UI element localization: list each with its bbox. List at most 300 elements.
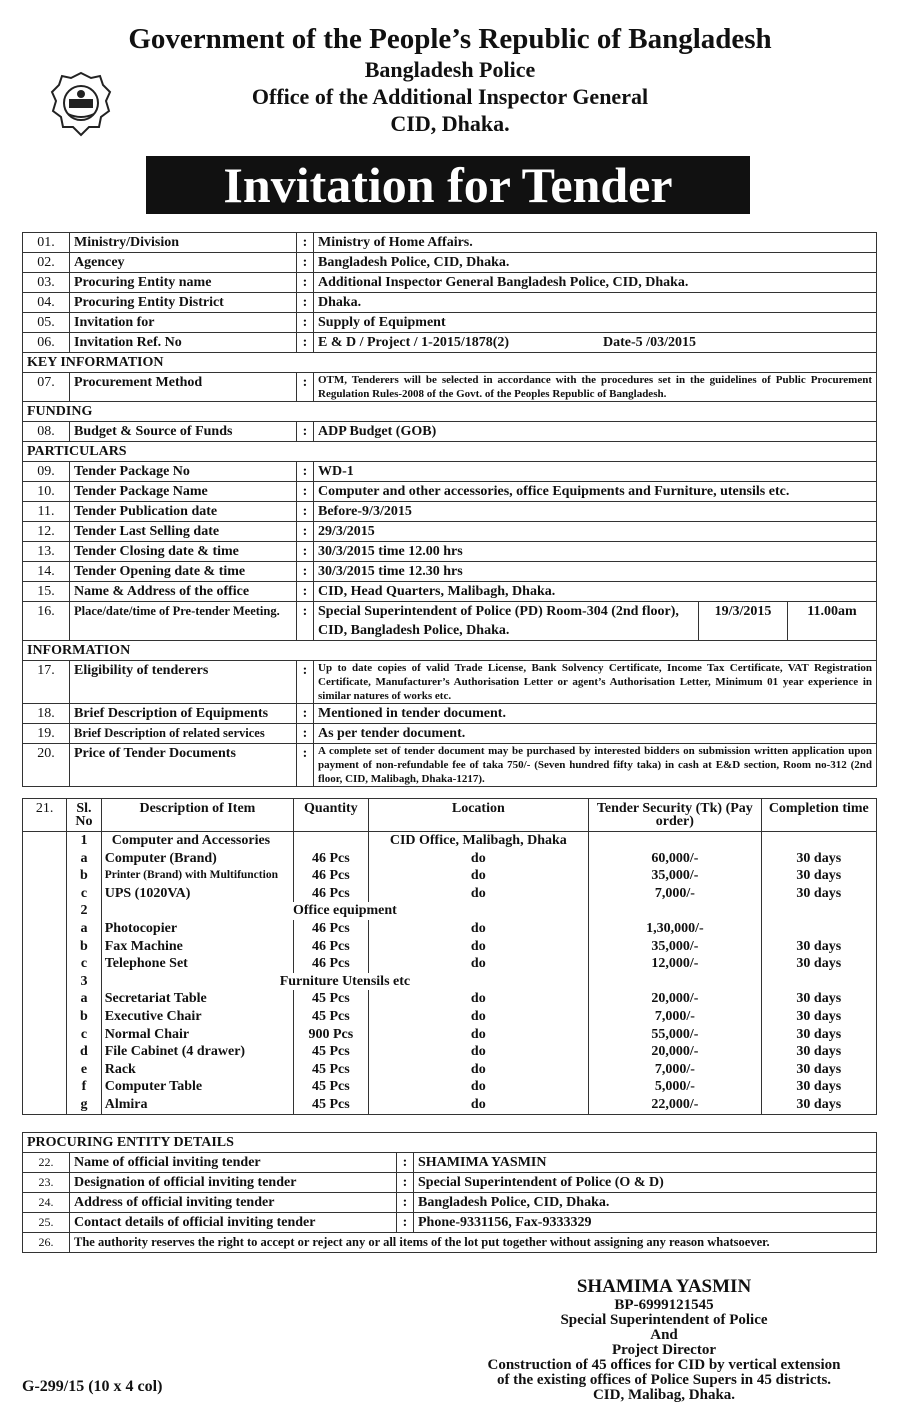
item-location: do bbox=[368, 867, 589, 885]
item-quantity: 45 Pcs bbox=[294, 1008, 368, 1026]
item-time: 30 days bbox=[761, 1043, 876, 1061]
section-heading: INFORMATION bbox=[23, 641, 877, 661]
item-row bbox=[23, 867, 877, 885]
item-description: Normal Chair bbox=[101, 1026, 293, 1044]
section-row bbox=[23, 641, 877, 661]
description-header: Description of Item bbox=[101, 799, 293, 832]
item-quantity: 45 Pcs bbox=[294, 1043, 368, 1061]
colon: : bbox=[397, 1213, 414, 1233]
signatory-place: CID, Malibag, Dhaka. bbox=[592, 1387, 736, 1403]
row-value-text: ADP Budget (GOB) bbox=[318, 424, 437, 439]
city-title: CID, Dhaka. bbox=[390, 111, 510, 136]
entity-row bbox=[23, 1213, 877, 1233]
row-number-blank bbox=[23, 938, 67, 956]
item-description: UPS (1020VA) bbox=[101, 885, 293, 903]
item-sl: d bbox=[67, 1043, 102, 1061]
entity-row bbox=[23, 1173, 877, 1193]
signatory-designation-2: Project Director bbox=[612, 1342, 716, 1358]
item-row bbox=[23, 902, 877, 920]
item-time: 30 days bbox=[761, 1026, 876, 1044]
info-row bbox=[23, 704, 877, 724]
row-number: 05. bbox=[23, 313, 70, 333]
item-row bbox=[23, 885, 877, 903]
item-security: 55,000/- bbox=[589, 1026, 761, 1044]
row-value bbox=[314, 333, 877, 353]
item-location: do bbox=[368, 990, 589, 1008]
row-number: 01. bbox=[23, 233, 70, 253]
items-header-row bbox=[23, 799, 877, 832]
colon: : bbox=[297, 724, 314, 744]
row-value bbox=[314, 253, 877, 273]
item-time: 30 days bbox=[761, 955, 876, 973]
row-number: 19. bbox=[23, 724, 70, 744]
row-value bbox=[314, 462, 877, 482]
item-security bbox=[589, 973, 761, 991]
row-value bbox=[314, 724, 877, 744]
row-value-text: Computer and other accessories, office Equipments and Furniture, utensils etc. bbox=[318, 484, 790, 499]
item-quantity: 46 Pcs bbox=[294, 955, 368, 973]
item-sl: a bbox=[67, 990, 102, 1008]
info-row bbox=[23, 333, 877, 353]
info-row bbox=[23, 373, 877, 402]
office-title: Office of the Additional Inspector General bbox=[251, 84, 649, 109]
item-quantity: 45 Pcs bbox=[294, 990, 368, 1008]
item-security: 7,000/- bbox=[589, 1008, 761, 1026]
item-sl: g bbox=[67, 1096, 102, 1114]
row-value bbox=[314, 522, 877, 542]
item-security: 7,000/- bbox=[589, 1061, 761, 1079]
row-label: Place/date/time of Pre-tender Meeting. bbox=[70, 602, 297, 641]
meeting-time: 11.00am bbox=[788, 602, 877, 641]
section-row bbox=[23, 353, 877, 373]
row-number: 23. bbox=[23, 1173, 70, 1193]
item-time: 30 days bbox=[761, 1096, 876, 1114]
row-value-text: Mentioned in tender document. bbox=[318, 706, 506, 721]
info-row bbox=[23, 462, 877, 482]
info-row bbox=[23, 562, 877, 582]
row-label: Designation of official inviting tender bbox=[70, 1173, 397, 1193]
row-value-text: Supply of Equipment bbox=[318, 315, 446, 330]
item-location: do bbox=[368, 1096, 589, 1114]
colon: : bbox=[297, 462, 314, 482]
row-value bbox=[314, 482, 877, 502]
row-number-blank bbox=[23, 1008, 67, 1026]
row-value bbox=[314, 313, 877, 333]
item-time: 30 days bbox=[761, 885, 876, 903]
item-quantity: 46 Pcs bbox=[294, 920, 368, 938]
info-row bbox=[23, 582, 877, 602]
item-location: do bbox=[368, 1043, 589, 1061]
item-quantity: 46 Pcs bbox=[294, 885, 368, 903]
item-security: 7,000/- bbox=[589, 885, 761, 903]
row-number-blank bbox=[23, 973, 67, 991]
colon: : bbox=[297, 253, 314, 273]
row-label: Agencey bbox=[70, 253, 297, 273]
row-label: Procurement Method bbox=[70, 373, 297, 402]
row-number: 07. bbox=[23, 373, 70, 402]
row-label: Invitation for bbox=[70, 313, 297, 333]
tender-banner: Invitation for Tender bbox=[146, 156, 750, 214]
item-sl: c bbox=[67, 1026, 102, 1044]
row-number-blank bbox=[23, 902, 67, 920]
item-sl: c bbox=[67, 955, 102, 973]
row-value-text: Additional Inspector General Bangladesh Police, CID, Dhaka. bbox=[318, 275, 689, 290]
item-quantity: 46 Pcs bbox=[294, 867, 368, 885]
item-security: 60,000/- bbox=[589, 850, 761, 868]
item-sl: c bbox=[67, 885, 102, 903]
row-number: 10. bbox=[23, 482, 70, 502]
row-value bbox=[314, 422, 877, 442]
row-value-text: OTM, Tenderers will be selected in accordance with the procedures set in the guidelines of Public Procurement Regulation Rules-2008 of the Govt. of the Peoples Republic of Bangladesh. bbox=[318, 374, 872, 400]
row-value-text: A complete set of tender document may be purchased by interested bidders on submission written application upon payment of non-refundable fee of taka 750/- (Seven hundred fifty taka) in cash at E&D section, Room no-312 (2nd floor, CID, Malibagh, Dhaka-1217). bbox=[318, 745, 872, 785]
row-label: Brief Description of Equipments bbox=[70, 704, 297, 724]
row-number: 14. bbox=[23, 562, 70, 582]
item-description: File Cabinet (4 drawer) bbox=[101, 1043, 293, 1061]
row-number-blank bbox=[23, 850, 67, 868]
item-security: 5,000/- bbox=[589, 1078, 761, 1096]
item-quantity: 46 Pcs bbox=[294, 850, 368, 868]
row-label: Tender Opening date & time bbox=[70, 562, 297, 582]
item-description: Secretariat Table bbox=[101, 990, 293, 1008]
colon: : bbox=[297, 313, 314, 333]
item-description: Almira bbox=[101, 1096, 293, 1114]
group-heading: Office equipment bbox=[101, 902, 588, 920]
row-value bbox=[314, 542, 877, 562]
info-row bbox=[23, 233, 877, 253]
item-location: CID Office, Malibagh, Dhaka bbox=[368, 832, 589, 850]
item-row bbox=[23, 955, 877, 973]
info-row bbox=[23, 293, 877, 313]
row-value-text: WD-1 bbox=[318, 464, 354, 479]
row-number: 06. bbox=[23, 333, 70, 353]
item-row bbox=[23, 1043, 877, 1061]
row-number-blank bbox=[23, 1043, 67, 1061]
item-time: 30 days bbox=[761, 867, 876, 885]
row-label: Price of Tender Documents bbox=[70, 744, 297, 787]
row-number: 13. bbox=[23, 542, 70, 562]
row-value bbox=[314, 744, 877, 787]
colon: : bbox=[297, 293, 314, 313]
row-value-text: E & D / Project / 1-2015/1878(2) bbox=[318, 335, 510, 350]
item-time bbox=[761, 973, 876, 991]
row-number: 15. bbox=[23, 582, 70, 602]
row-label: Tender Publication date bbox=[70, 502, 297, 522]
row-number: 04. bbox=[23, 293, 70, 313]
items-table bbox=[22, 798, 877, 1115]
row-number: 22. bbox=[23, 1153, 70, 1173]
colon: : bbox=[297, 704, 314, 724]
item-row bbox=[23, 938, 877, 956]
row-number: 24. bbox=[23, 1193, 70, 1213]
item-time: 30 days bbox=[761, 990, 876, 1008]
row-label: Tender Package Name bbox=[70, 482, 297, 502]
row-number: 21. bbox=[23, 799, 67, 832]
section-row bbox=[23, 1133, 877, 1153]
info-row bbox=[23, 253, 877, 273]
item-time bbox=[761, 902, 876, 920]
item-description: Fax Machine bbox=[101, 938, 293, 956]
row-value-text: As per tender document. bbox=[318, 726, 466, 741]
row-label: Invitation Ref. No bbox=[70, 333, 297, 353]
row-value-text: Before-9/3/2015 bbox=[318, 504, 412, 519]
row-value-text: Up to date copies of valid Trade License, Bank Solvency Certificate, Income Tax Certificate, VAT Registration Certificate, Manufacturer’s Authorisation Letter or agent’s Authorisation Letter, Minimum 01 year experience in similar natures of works etc. bbox=[318, 662, 872, 702]
dept-title: Bangladesh Police bbox=[364, 57, 536, 82]
item-security: 35,000/- bbox=[589, 867, 761, 885]
item-sl: a bbox=[67, 920, 102, 938]
section-heading: PARTICULARS bbox=[23, 442, 877, 462]
item-sl: 1 bbox=[67, 832, 102, 850]
colon: : bbox=[297, 582, 314, 602]
row-number-blank bbox=[23, 1026, 67, 1044]
colon: : bbox=[297, 602, 314, 641]
item-description: Computer Table bbox=[101, 1078, 293, 1096]
item-row bbox=[23, 1096, 877, 1114]
item-quantity: 45 Pcs bbox=[294, 1061, 368, 1079]
colon: : bbox=[297, 482, 314, 502]
row-number: 08. bbox=[23, 422, 70, 442]
colon: : bbox=[297, 562, 314, 582]
item-quantity: 46 Pcs bbox=[294, 938, 368, 956]
entity-table bbox=[22, 1132, 877, 1253]
document-header bbox=[0, 22, 900, 137]
row-value bbox=[314, 502, 877, 522]
row-label: Budget & Source of Funds bbox=[70, 422, 297, 442]
item-sl: f bbox=[67, 1078, 102, 1096]
item-security: 1,30,000/- bbox=[589, 920, 761, 938]
row-value-text: Ministry of Home Affairs. bbox=[318, 235, 473, 250]
info-row bbox=[23, 542, 877, 562]
item-sl: b bbox=[67, 938, 102, 956]
item-location: do bbox=[368, 1008, 589, 1026]
location-header: Location bbox=[368, 799, 589, 832]
row-label: Ministry/Division bbox=[70, 233, 297, 253]
item-description: Executive Chair bbox=[101, 1008, 293, 1026]
row-label: Procuring Entity District bbox=[70, 293, 297, 313]
security-header: Tender Security (Tk) (Pay order) bbox=[589, 799, 761, 832]
row-value-text: Dhaka. bbox=[318, 295, 362, 310]
row-value: SHAMIMA YASMIN bbox=[414, 1153, 877, 1173]
row-value bbox=[314, 373, 877, 402]
item-row bbox=[23, 1078, 877, 1096]
group-heading: Furniture Utensils etc bbox=[101, 973, 588, 991]
colon: : bbox=[397, 1173, 414, 1193]
govt-title: Government of the People’s Republic of Bangladesh bbox=[128, 23, 772, 55]
row-value-text: 30/3/2015 time 12.00 hrs bbox=[318, 544, 463, 559]
row-number-blank bbox=[23, 990, 67, 1008]
item-row bbox=[23, 1026, 877, 1044]
info-row bbox=[23, 522, 877, 542]
colon: : bbox=[297, 273, 314, 293]
row-value-text: 29/3/2015 bbox=[318, 524, 375, 539]
item-security: 22,000/- bbox=[589, 1096, 761, 1114]
police-emblem-icon bbox=[50, 70, 112, 138]
signatory-name: SHAMIMA YASMIN bbox=[576, 1276, 752, 1297]
item-sl: 3 bbox=[67, 973, 102, 991]
row-value-text: CID, Head Quarters, Malibagh, Dhaka. bbox=[318, 584, 556, 599]
item-quantity: 45 Pcs bbox=[294, 1096, 368, 1114]
colon: : bbox=[297, 522, 314, 542]
row-value-text: Bangladesh Police, CID, Dhaka. bbox=[318, 255, 510, 270]
colon: : bbox=[297, 373, 314, 402]
row-value bbox=[314, 562, 877, 582]
item-location: do bbox=[368, 850, 589, 868]
info-row bbox=[23, 482, 877, 502]
row-number: 20. bbox=[23, 744, 70, 787]
item-quantity: 45 Pcs bbox=[294, 1078, 368, 1096]
signatory-designation: Special Superintendent of Police bbox=[560, 1312, 768, 1328]
project-line-2: of the existing offices of Police Supers in 45 districts. bbox=[496, 1372, 832, 1388]
row-number-blank bbox=[23, 885, 67, 903]
row-label: Name & Address of the office bbox=[70, 582, 297, 602]
info-row bbox=[23, 422, 877, 442]
row-value bbox=[314, 661, 877, 704]
info-row bbox=[23, 724, 877, 744]
tender-info-table bbox=[22, 232, 877, 787]
entity-row bbox=[23, 1153, 877, 1173]
item-time bbox=[761, 832, 876, 850]
row-number: 02. bbox=[23, 253, 70, 273]
row-number: 18. bbox=[23, 704, 70, 724]
signature-block bbox=[454, 1276, 874, 1403]
item-sl: b bbox=[67, 867, 102, 885]
colon: : bbox=[297, 744, 314, 787]
row-label: Brief Description of related services bbox=[70, 724, 297, 744]
row-number-blank bbox=[23, 832, 67, 850]
item-time bbox=[761, 920, 876, 938]
item-sl: a bbox=[67, 850, 102, 868]
item-security: 12,000/- bbox=[589, 955, 761, 973]
item-security bbox=[589, 902, 761, 920]
item-time: 30 days bbox=[761, 938, 876, 956]
item-time: 30 days bbox=[761, 1008, 876, 1026]
signatory-bp: BP-6999121545 bbox=[614, 1297, 714, 1313]
quantity-header: Quantity bbox=[294, 799, 368, 832]
row-number: 03. bbox=[23, 273, 70, 293]
item-row bbox=[23, 990, 877, 1008]
item-time: 30 days bbox=[761, 1061, 876, 1079]
advert-code: G-299/15 (10 x 4 col) bbox=[22, 1378, 163, 1395]
colon: : bbox=[397, 1153, 414, 1173]
signatory-and: And bbox=[650, 1327, 678, 1343]
item-location: do bbox=[368, 1026, 589, 1044]
row-label: Tender Last Selling date bbox=[70, 522, 297, 542]
item-location: do bbox=[368, 920, 589, 938]
row-label: Tender Package No bbox=[70, 462, 297, 482]
row-number-blank bbox=[23, 955, 67, 973]
item-row bbox=[23, 1008, 877, 1026]
item-description: Computer and Accessories bbox=[101, 832, 293, 850]
info-row bbox=[23, 661, 877, 704]
row-number-blank bbox=[23, 867, 67, 885]
meeting-date: 19/3/2015 bbox=[699, 602, 788, 641]
row-number: 11. bbox=[23, 502, 70, 522]
info-row bbox=[23, 502, 877, 522]
row-label: Eligibility of tenderers bbox=[70, 661, 297, 704]
row-number-blank bbox=[23, 1096, 67, 1114]
item-row bbox=[23, 850, 877, 868]
colon: : bbox=[297, 542, 314, 562]
item-sl: b bbox=[67, 1008, 102, 1026]
section-row bbox=[23, 442, 877, 462]
row-value: Phone-9331156, Fax-9333329 bbox=[414, 1213, 877, 1233]
item-location: do bbox=[368, 1061, 589, 1079]
item-description: Printer (Brand) with Multifunction bbox=[101, 867, 293, 885]
section-heading: FUNDING bbox=[23, 402, 877, 422]
row-number: 25. bbox=[23, 1213, 70, 1233]
item-quantity bbox=[294, 832, 368, 850]
ref-date: Date-5 /03/2015 bbox=[603, 335, 696, 350]
row-label: Procuring Entity name bbox=[70, 273, 297, 293]
item-description: Telephone Set bbox=[101, 955, 293, 973]
row-label: Tender Closing date & time bbox=[70, 542, 297, 562]
item-row bbox=[23, 973, 877, 991]
project-line-1: Construction of 45 offices for CID by vertical extension bbox=[487, 1357, 841, 1373]
item-time: 30 days bbox=[761, 1078, 876, 1096]
row-value bbox=[314, 293, 877, 313]
row-number: 17. bbox=[23, 661, 70, 704]
item-sl: e bbox=[67, 1061, 102, 1079]
item-description: Photocopier bbox=[101, 920, 293, 938]
colon: : bbox=[397, 1193, 414, 1213]
info-row bbox=[23, 744, 877, 787]
item-security: 20,000/- bbox=[589, 1043, 761, 1061]
row-number-blank bbox=[23, 1061, 67, 1079]
item-location: do bbox=[368, 885, 589, 903]
row-value-text: 30/3/2015 time 12.30 hrs bbox=[318, 564, 463, 579]
item-description: Computer (Brand) bbox=[101, 850, 293, 868]
item-location: do bbox=[368, 1078, 589, 1096]
item-row bbox=[23, 1061, 877, 1079]
section-heading: KEY INFORMATION bbox=[23, 353, 877, 373]
row-label: Contact details of official inviting tender bbox=[70, 1213, 397, 1233]
item-description: Rack bbox=[101, 1061, 293, 1079]
colon: : bbox=[297, 422, 314, 442]
item-location: do bbox=[368, 955, 589, 973]
row-value: Bangladesh Police, CID, Dhaka. bbox=[414, 1193, 877, 1213]
item-security bbox=[589, 832, 761, 850]
row-value: Special Superintendent of Police (PD) Room-304 (2nd floor), CID, Bangladesh Police, Dhaka. bbox=[314, 602, 699, 641]
completion-header: Completion time bbox=[761, 799, 876, 832]
row-number: 12. bbox=[23, 522, 70, 542]
row-value bbox=[314, 582, 877, 602]
row-value: Special Superintendent of Police (O & D) bbox=[414, 1173, 877, 1193]
info-row bbox=[23, 602, 877, 641]
colon: : bbox=[297, 233, 314, 253]
sl-header: Sl. No bbox=[67, 799, 102, 832]
row-label: Name of official inviting tender bbox=[70, 1153, 397, 1173]
row-number: 16. bbox=[23, 602, 70, 641]
row-number-blank bbox=[23, 920, 67, 938]
section-row bbox=[23, 402, 877, 422]
item-security: 35,000/- bbox=[589, 938, 761, 956]
reservation-clause: The authority reserves the right to accept or reject any or all items of the lot put together without assigning any reason whatsoever. bbox=[70, 1233, 877, 1253]
info-row bbox=[23, 273, 877, 293]
info-row bbox=[23, 313, 877, 333]
item-row bbox=[23, 832, 877, 850]
item-row bbox=[23, 920, 877, 938]
row-number: 26. bbox=[23, 1233, 70, 1253]
row-number-blank bbox=[23, 1078, 67, 1096]
colon: : bbox=[297, 661, 314, 704]
row-label: Address of official inviting tender bbox=[70, 1193, 397, 1213]
row-value bbox=[314, 704, 877, 724]
row-value bbox=[314, 273, 877, 293]
final-row bbox=[23, 1233, 877, 1253]
row-value bbox=[314, 233, 877, 253]
section-heading: PROCURING ENTITY DETAILS bbox=[23, 1133, 877, 1153]
item-quantity: 900 Pcs bbox=[294, 1026, 368, 1044]
item-sl: 2 bbox=[67, 902, 102, 920]
